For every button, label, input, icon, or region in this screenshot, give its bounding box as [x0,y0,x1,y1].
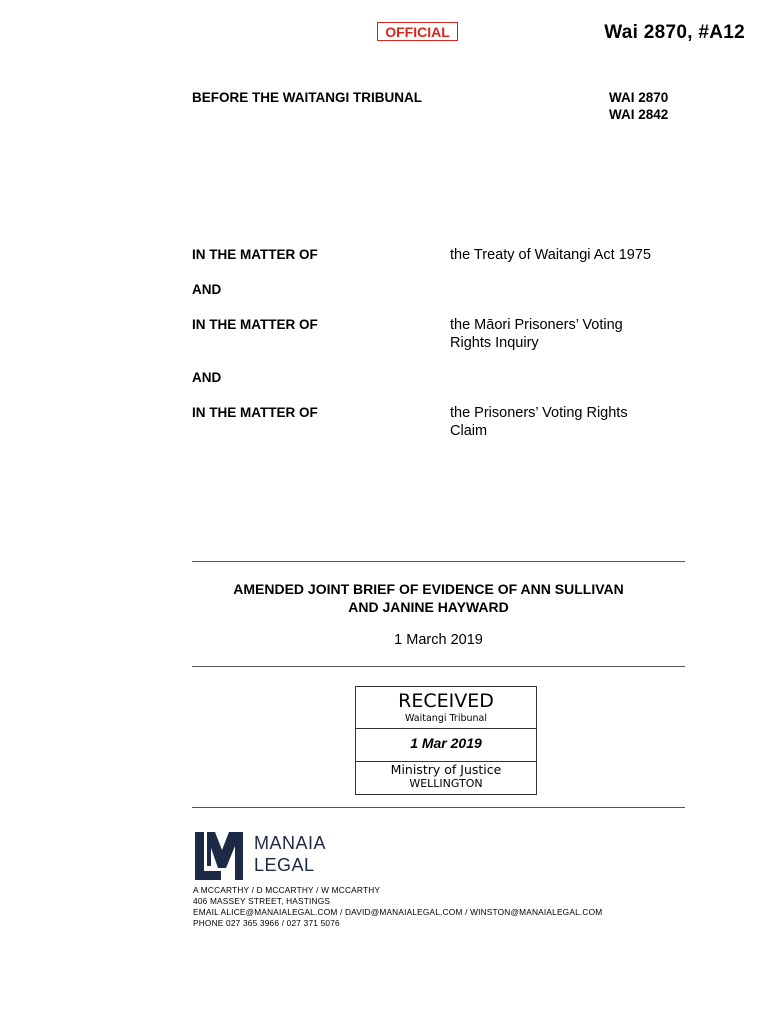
stamp-city: WELLINGTON [409,777,483,790]
matter-label-1: IN THE MATTER OF [192,247,318,262]
conjunction-and-1: AND [192,282,222,297]
wai-number-2: WAI 2842 [609,107,669,122]
matter-text-2a: the Māori Prisoners’ Voting [450,317,623,333]
firm-name-line2: LEGAL [254,855,315,875]
document-title-line2: AND JANINE HAYWARD [348,599,509,615]
firm-name [254,832,326,876]
matter-label-3: IN THE MATTER OF [192,405,318,420]
tribunal-heading: BEFORE THE WAITANGI TRIBUNAL [192,90,422,105]
stamp-received: RECEIVED [398,690,494,712]
contact-address: 406 MASSEY STREET, HASTINGS [193,896,331,906]
contact-names: A MCCARTHY / D MCCARTHY / W MCCARTHY [193,885,381,895]
stamp-tribunal: Waitangi Tribunal [405,713,487,724]
document-reference: Wai 2870, #A12 [604,22,745,43]
manaia-legal-logo-icon [193,830,245,882]
firm-name-line1: MANAIA [254,833,327,853]
matter-text-3a: the Prisoners’ Voting Rights [450,405,628,421]
contact-phones: PHONE 027 365 3966 / 027 371 5076 [193,918,340,928]
divider-top [192,561,685,562]
divider-middle [192,666,685,667]
stamp-date: 1 Mar 2019 [410,735,482,751]
received-stamp [355,686,537,795]
matter-text-1: the Treaty of Waitangi Act 1975 [450,247,651,263]
document-title-line1: AMENDED JOINT BRIEF OF EVIDENCE OF ANN SULLIVAN [233,581,624,597]
matter-text-3b: Claim [450,423,488,439]
matter-label-2: IN THE MATTER OF [192,317,318,332]
firm-contact-block [193,885,602,929]
matter-text-2b: Rights Inquiry [450,335,539,351]
official-classification-label: OFFICIAL [377,22,458,41]
stamp-ministry: Ministry of Justice [390,762,502,777]
wai-number-1: WAI 2870 [609,90,669,105]
contact-emails: EMAIL ALICE@MANAIALEGAL.COM / DAVID@MANAIALEGAL.COM / WINSTON@MANAIALEGAL.COM [193,907,603,917]
document-date: 1 March 2019 [394,632,483,648]
conjunction-and-2: AND [192,370,222,385]
divider-bottom [192,807,685,808]
